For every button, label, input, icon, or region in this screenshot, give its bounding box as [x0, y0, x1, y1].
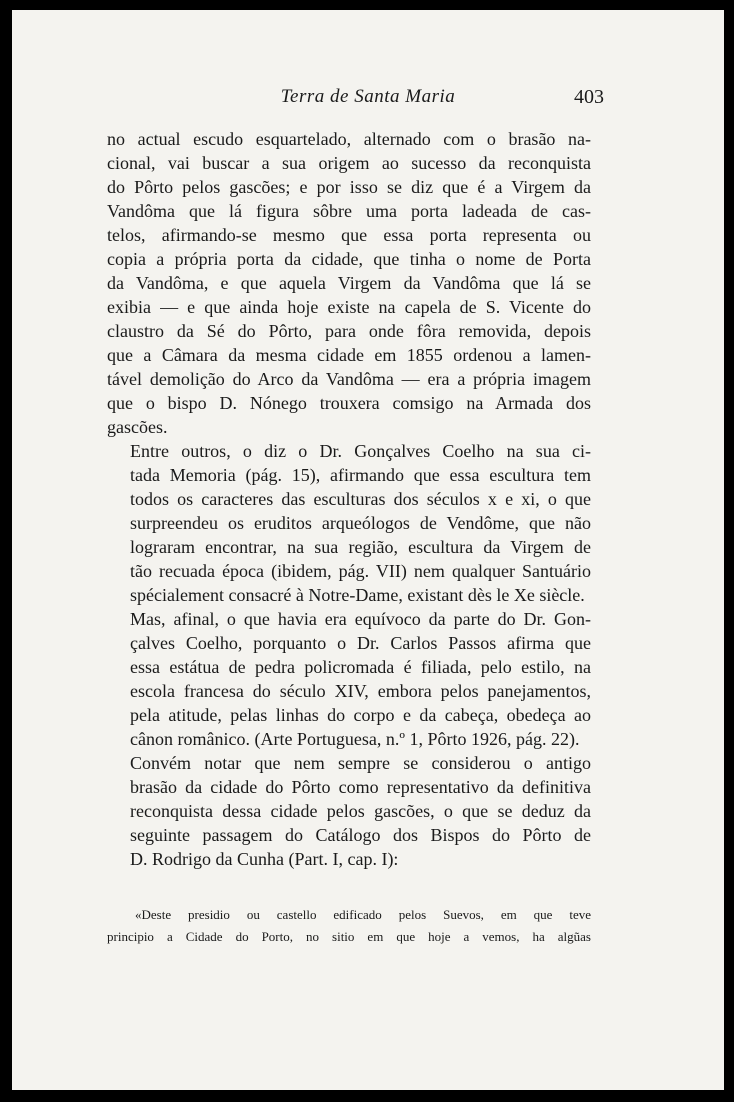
- text-line: escola francesa do século XIV, embora pelos panejamentos,: [130, 681, 591, 701]
- text-line: Mas, afinal, o que havia era equívoco da parte do Dr. Gon-: [130, 609, 591, 629]
- text-line: surpreendeu os eruditos arqueólogos de Vendôme, que não: [130, 513, 591, 533]
- text-line: çalves Coelho, porquanto o Dr. Carlos Passos afirma que: [130, 633, 591, 653]
- text-line: lograram encontrar, na sua região, escultura da Virgem de: [130, 537, 591, 557]
- page-number: 403: [574, 86, 604, 108]
- text-line: cânon românico. (Arte Portuguesa, n.º 1, Pôrto 1926, pág. 22).: [130, 729, 580, 749]
- text-line: no actual escudo esquartelado, alternado com o brasão na-: [107, 129, 591, 149]
- text-line: todos os caracteres das esculturas dos séculos x e xi, o que: [130, 489, 591, 509]
- text-line: pela atitude, pelas linhas do corpo e da cabeça, obedeça ao: [130, 705, 591, 725]
- text-line: reconquista dessa cidade pelos gascões, o que se deduz da: [130, 801, 591, 821]
- text-line: brasão da cidade do Pôrto como representativo da definitiva: [130, 777, 591, 797]
- text-line: gascões.: [107, 417, 168, 437]
- footnote-line: «Deste presidio ou castello edificado pelos Suevos, em que teve: [135, 907, 591, 922]
- text-line: tada Memoria (pág. 15), afirmando que essa escultura tem: [130, 465, 591, 485]
- running-title: Terra de Santa Maria: [280, 86, 456, 107]
- text-line: D. Rodrigo da Cunha (Part. I, cap. I):: [130, 849, 399, 869]
- paragraph-3: [107, 607, 591, 751]
- text-line: copia a própria porta da cidade, que tinha o nome de Porta: [107, 249, 591, 269]
- text-line: exibia — e que ainda hoje existe na capela de S. Vicente do: [107, 297, 591, 317]
- footnote-line: principio a Cidade do Porto, no sitio em que hoje a vemos, ha algũas: [107, 929, 591, 944]
- text-line: tão recuada época (ibidem, pág. VII) nem qualquer Santuário: [130, 561, 591, 581]
- page-header: [12, 86, 724, 116]
- text-line: Entre outros, o diz o Dr. Gonçalves Coelho na sua ci-: [130, 441, 591, 461]
- text-line: telos, afirmando-se mesmo que essa porta representa ou: [107, 225, 591, 245]
- page-sheet: [12, 10, 724, 1090]
- text-line: claustro da Sé do Pôrto, para onde fôra removida, depois: [107, 321, 591, 341]
- text-line: tável demolição do Arco da Vandôma — era a própria imagem: [107, 369, 591, 389]
- text-line: essa estátua de pedra policromada é filiada, pelo estilo, na: [130, 657, 591, 677]
- footnote: [107, 904, 591, 948]
- text-line: Convém notar que nem sempre se considerou o antigo: [130, 753, 591, 773]
- paragraph-1: [107, 127, 591, 439]
- text-line: Vandôma que lá figura sôbre uma porta ladeada de cas-: [107, 201, 591, 221]
- text-line: que o bispo D. Nónego trouxera comsigo na Armada dos: [107, 393, 591, 413]
- text-line: cional, vai buscar a sua origem ao sucesso da reconquista: [107, 153, 591, 173]
- paragraph-4: [107, 751, 591, 871]
- text-line: seguinte passagem do Catálogo dos Bispos do Pôrto de: [130, 825, 591, 845]
- paragraph-2: [107, 439, 591, 607]
- body-text: [107, 127, 591, 871]
- text-line: que a Câmara da mesma cidade em 1855 ordenou a lamen-: [107, 345, 591, 365]
- text-line: da Vandôma, e que aquela Virgem da Vandôma que lá se: [107, 273, 591, 293]
- text-line: spécialement consacré à Notre-Dame, existant dès le Xe siècle.: [130, 585, 585, 605]
- text-line: do Pôrto pelos gascões; e por isso se diz que é a Virgem da: [107, 177, 591, 197]
